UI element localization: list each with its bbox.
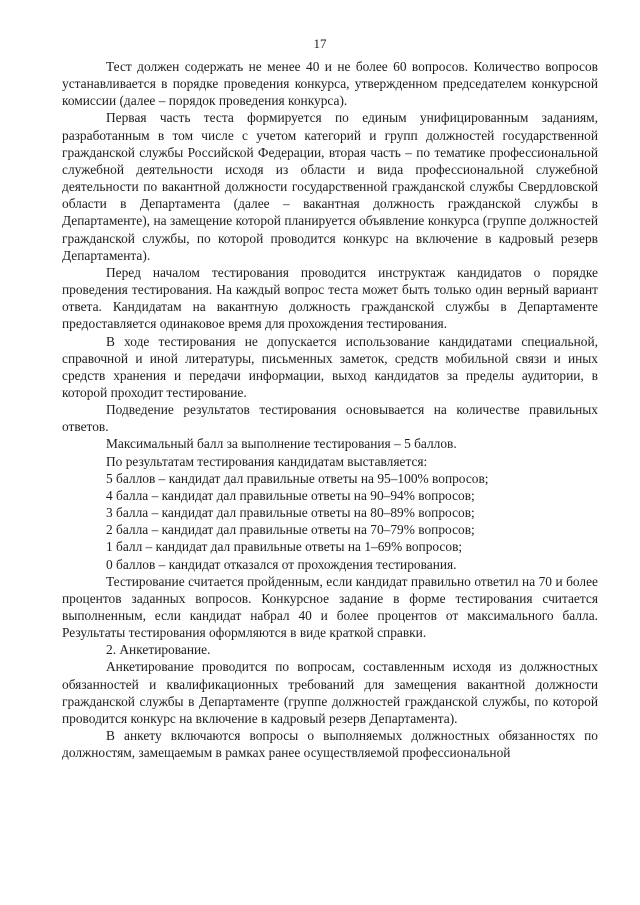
score-item-5: 5 баллов – кандидат дал правильные ответы на 95–100% вопросов; <box>106 470 489 486</box>
section-heading-questionnaire: 2. Анкетирование. <box>106 642 211 658</box>
paragraph-test-parts: Первая часть теста формируется по единым унифицированным заданиям, разработанным в том числе с учетом категорий и групп должностей государственной гражданской службы Российской Федерации, вторая часть – по тематике профессиональной служебной деятельности исходя из области и вида профессиональной служебной деятельности по вакантной должности государственной гражданской службы Свердловской области в Департамента (далее – вакантная должность гражданской службы в Департаменте), на замещение которой планируется объявление конкурса (группе должностей гражданской службы, по которой проводится конкурс на включение в кадровый резерв Департамента). <box>62 110 598 263</box>
paragraph-prohibitions: В ходе тестирования не допускается использование кандидатами специальной, справочной и иной литературы, письменных заметок, средств мобильной связи и иных средств хранения и передачи информации, выход кандидатов за пределы аудитории, в которой проходит тестирование. <box>62 333 598 400</box>
paragraph-questionnaire: Анкетирование проводится по вопросам, составленным исходя из должностных обязанностей и квалификационных требований для замещения вакантной должности гражданской службы в Департаменте (группе должностей гражданской службы, по которой проводится конкурс на включение в кадровый резерв Департамента). <box>62 659 598 726</box>
paragraph-max-score: Максимальный балл за выполнение тестирования – 5 баллов. <box>106 436 457 452</box>
paragraph-instruction: Перед началом тестирования проводится инструктаж кандидатов о порядке проведения тестирования. На каждый вопрос теста может быть только один верный вариант ответа. Кандидатам на вакантную должность гражданской службы в Департаменте предоставляется одинаковое время для прохождения тестирования. <box>62 264 598 332</box>
score-item-0: 0 баллов – кандидат отказался от прохождения тестирования. <box>106 556 457 572</box>
paragraph-test-size: Тест должен содержать не менее 40 и не более 60 вопросов. Количество вопросов устанавливается в порядке проведения конкурса, утвержденном председателем конкурсной комиссии (далее – порядок проведения конкурса). <box>62 59 598 109</box>
score-item-1: 1 балл – кандидат дал правильные ответы на 1–69% вопросов; <box>106 539 463 555</box>
score-item-4: 4 балла – кандидат дал правильные ответы на 90–94% вопросов; <box>106 487 475 503</box>
paragraph-scoring-intro: По результатам тестирования кандидатам выставляется: <box>106 453 428 469</box>
paragraph-questionnaire-content: В анкету включаются вопросы о выполняемых должностных обязанностях по должностям, замещаемым в рамках ранее осуществляемой профессиональной <box>62 728 598 761</box>
page-number: 17 <box>313 36 327 51</box>
paragraph-results-basis: Подведение результатов тестирования основывается на количестве правильных ответов. <box>62 402 598 435</box>
score-item-2: 2 балла – кандидат дал правильные ответы на 70–79% вопросов; <box>106 522 475 538</box>
document-body <box>62 58 598 761</box>
score-item-3: 3 балла – кандидат дал правильные ответы на 80–89% вопросов; <box>106 505 475 521</box>
paragraph-test-passed: Тестирование считается пройденным, если кандидат правильно ответил на 70 и более процентов заданных вопросов. Конкурсное задание в форме тестирования считается выполненным, если кандидат набрал 40 и более процентов от максимального балла. Результаты тестирования оформляются в виде краткой справки. <box>62 573 598 641</box>
